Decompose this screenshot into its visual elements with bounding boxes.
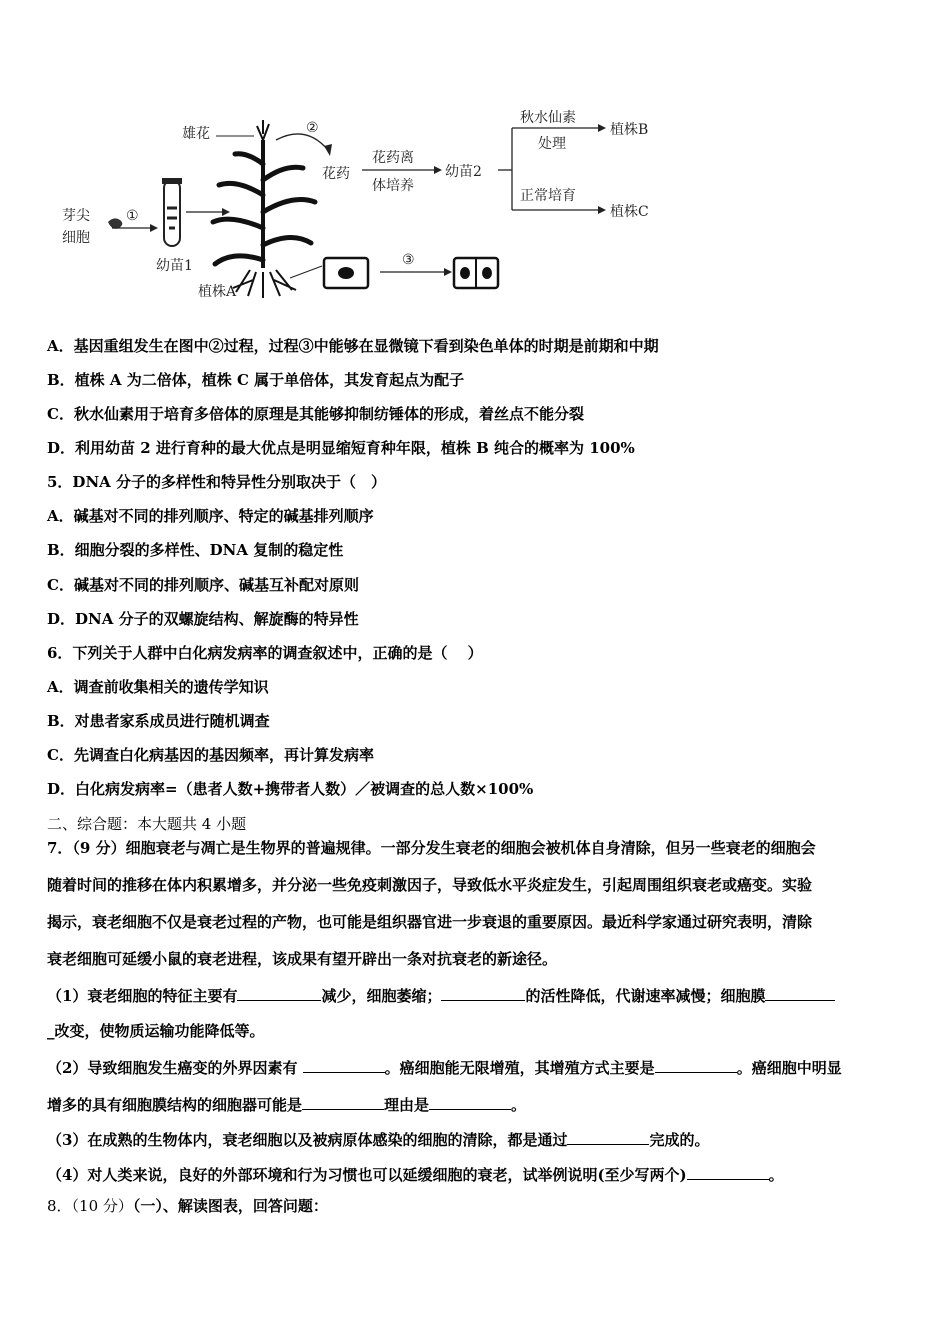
- q7-part1-text-a: （1）衰老细胞的特征主要有: [47, 987, 238, 1005]
- arrowhead-step2: [324, 144, 332, 156]
- q5-stem-text: 5．DNA 分子的多样性和特异性分别取决于（ ）: [47, 473, 387, 491]
- label-anther-culture-2: 体培养: [372, 178, 414, 194]
- breeding-diagram: [50, 100, 690, 310]
- q6-option-a: A．调查前收集相关的遗传学知识: [47, 678, 269, 696]
- q7-part3-text-a: （3）在成熟的生物体内，衰老细胞以及被病原体感染的细胞的清除，都是通过: [47, 1131, 568, 1149]
- label-plant-b: 植株B: [610, 122, 649, 138]
- q7-part3-text-b: 完成的。: [649, 1131, 710, 1149]
- q8-stem-text: （一）、解读图表，回答问题：: [132, 1197, 328, 1215]
- label-anther-culture-1: 花药离: [372, 150, 414, 166]
- q7-part2-blank-3[interactable]: [302, 1093, 384, 1110]
- q7-part1-blank-3[interactable]: [765, 984, 835, 1001]
- q7-part2-text-b: 。癌细胞能无限增殖，其增殖方式主要是: [384, 1059, 655, 1077]
- q7-intro-line-3: 揭示，衰老细胞不仅是衰老过程的产物，也可能是组织器官进一步衰退的重要原因。最近科学家通过研究表明，清除: [47, 913, 813, 931]
- root-pointer: [290, 266, 322, 278]
- q7-part2-blank-4[interactable]: [429, 1093, 511, 1110]
- seedling-in-tube: [167, 208, 177, 228]
- q6-option-d: D．白化病发病率=（患者人数+携带者人数）／被调查的总人数×100%: [47, 780, 534, 798]
- plant-a-icon: [213, 120, 315, 298]
- arrowhead-step3: [444, 268, 452, 276]
- q5-option-b: B．细胞分裂的多样性、DNA 复制的稳定性: [47, 541, 344, 559]
- test-tube-cap: [162, 178, 182, 184]
- q7-part1-line2: _改变，使物质运输功能降低等。: [47, 1022, 265, 1040]
- q7-part2-line2: [47, 1093, 526, 1115]
- arrowhead-tube-to-plant: [222, 208, 230, 216]
- label-bud-cells-1: 芽尖: [62, 208, 90, 224]
- q7-part4-text-a: （4）对人类来说，良好的外部环境和行为习惯也可以延缓细胞的衰老，试举例说明(至少写两个): [47, 1166, 687, 1184]
- label-seedling2: 幼苗2: [445, 164, 482, 180]
- label-colchicine-2: 处理: [538, 136, 566, 152]
- q7-intro-line-4: 衰老细胞可延缓小鼠的衰老进程，该成果有望开辟出一条对抗衰老的新途径。: [47, 950, 558, 968]
- section-heading: 二、综合题：本大题共 4 小题: [47, 815, 247, 833]
- q4-option-c: C．秋水仙素用于培育多倍体的原理是其能够抑制纺锤体的形成，着丝点不能分裂: [47, 405, 584, 423]
- q7-part1-blank-2[interactable]: [441, 984, 525, 1001]
- q8-stem-number: 8．（10 分）: [47, 1197, 133, 1215]
- divided-cell-nucleus-left: [460, 267, 470, 279]
- q7-part2-text-f: 。: [511, 1096, 527, 1114]
- arrowhead-to-plant-c: [598, 206, 606, 214]
- q7-intro-line-1: 7．（9 分）细胞衰老与凋亡是生物界的普遍规律。一部分发生衰老的细胞会被机体自身清除，但另一些衰老的细胞会: [47, 839, 816, 857]
- label-normal-culture: 正常培育: [520, 188, 576, 204]
- label-step3: ③: [402, 252, 415, 268]
- q7-part2-blank-2[interactable]: [655, 1056, 737, 1073]
- q6-option-c: C．先调查白化病基因的基因频率，再计算发病率: [47, 746, 374, 764]
- bud-cell-shape: [108, 218, 122, 228]
- q5-option-a: A．碱基对不同的排列顺序、特定的碱基排列顺序: [47, 507, 374, 525]
- label-step1: ①: [126, 208, 139, 224]
- q5-stem: [47, 472, 386, 492]
- q7-part2-line1: [47, 1056, 842, 1078]
- q7-part4: [47, 1163, 784, 1185]
- test-tube-icon: [164, 180, 180, 246]
- q7-part3-blank[interactable]: [567, 1128, 649, 1145]
- arrowhead-anther-culture: [434, 166, 442, 174]
- label-anther: 花药: [322, 166, 350, 182]
- q4-option-a: A．基因重组发生在图中②过程，过程③中能够在显微镜下看到染色单体的时期是前期和中期: [47, 337, 659, 355]
- label-colchicine-1: 秋水仙素: [520, 110, 576, 126]
- q7-part1-text-c: 的活性降低，代谢速率减慢；细胞膜: [525, 987, 766, 1005]
- q6-stem: 6．下列关于人群中白化病发病率的调查叙述中，正确的是（ ）: [47, 644, 483, 662]
- q7-part3: [47, 1128, 709, 1150]
- q4-option-d: D．利用幼苗 2 进行育种的最大优点是明显缩短育种年限，植株 B 纯合的概率为 100%: [47, 439, 635, 457]
- label-plant-c: 植株C: [610, 204, 649, 220]
- root-cell-nucleus: [338, 267, 354, 279]
- q7-part1-line1: [47, 984, 835, 1006]
- arrowhead-to-plant-b: [598, 124, 606, 132]
- q4-option-b: B．植株 A 为二倍体，植株 C 属于单倍体，其发育起点为配子: [47, 371, 465, 389]
- label-seedling1: 幼苗1: [156, 258, 193, 274]
- q6-option-b: B．对患者家系成员进行随机调查: [47, 712, 270, 730]
- q7-part2-text-d: 增多的具有细胞膜结构的细胞器可能是: [47, 1096, 303, 1114]
- arrowhead-step1: [150, 224, 158, 232]
- label-bud-cells-2: 细胞: [62, 230, 90, 246]
- divided-cell-nucleus-right: [482, 267, 492, 279]
- label-step2: ②: [306, 120, 319, 136]
- breeding-diagram-svg: [50, 100, 690, 310]
- q7-part2-blank-1[interactable]: [303, 1056, 385, 1073]
- q8-stem: [47, 1196, 328, 1216]
- label-male-flower: 雄花: [182, 126, 210, 142]
- q7-part2-text-e: 理由是: [384, 1096, 430, 1114]
- label-plant-a: 植株A: [198, 284, 237, 300]
- q7-part1-text-b: 减少，细胞萎缩；: [321, 987, 442, 1005]
- q5-option-d: D．DNA 分子的双螺旋结构、解旋酶的特异性: [47, 610, 359, 628]
- q5-option-c: C．碱基对不同的排列顺序、碱基互补配对原则: [47, 576, 359, 594]
- q7-part4-text-b: 。: [768, 1166, 784, 1184]
- q7-part2-text-a: （2）导致细胞发生癌变的外界因素有: [47, 1059, 303, 1077]
- q7-part4-blank[interactable]: [687, 1163, 769, 1180]
- arrow-step2: [276, 134, 328, 150]
- q7-intro-line-2: 随着时间的推移在体内积累增多，并分泌一些免疫刺激因子，导致低水平炎症发生，引起周围组织衰老或癌变。实验: [47, 876, 813, 894]
- q7-part2-text-c: 。癌细胞中明显: [736, 1059, 842, 1077]
- q7-part1-blank-1[interactable]: [237, 984, 321, 1001]
